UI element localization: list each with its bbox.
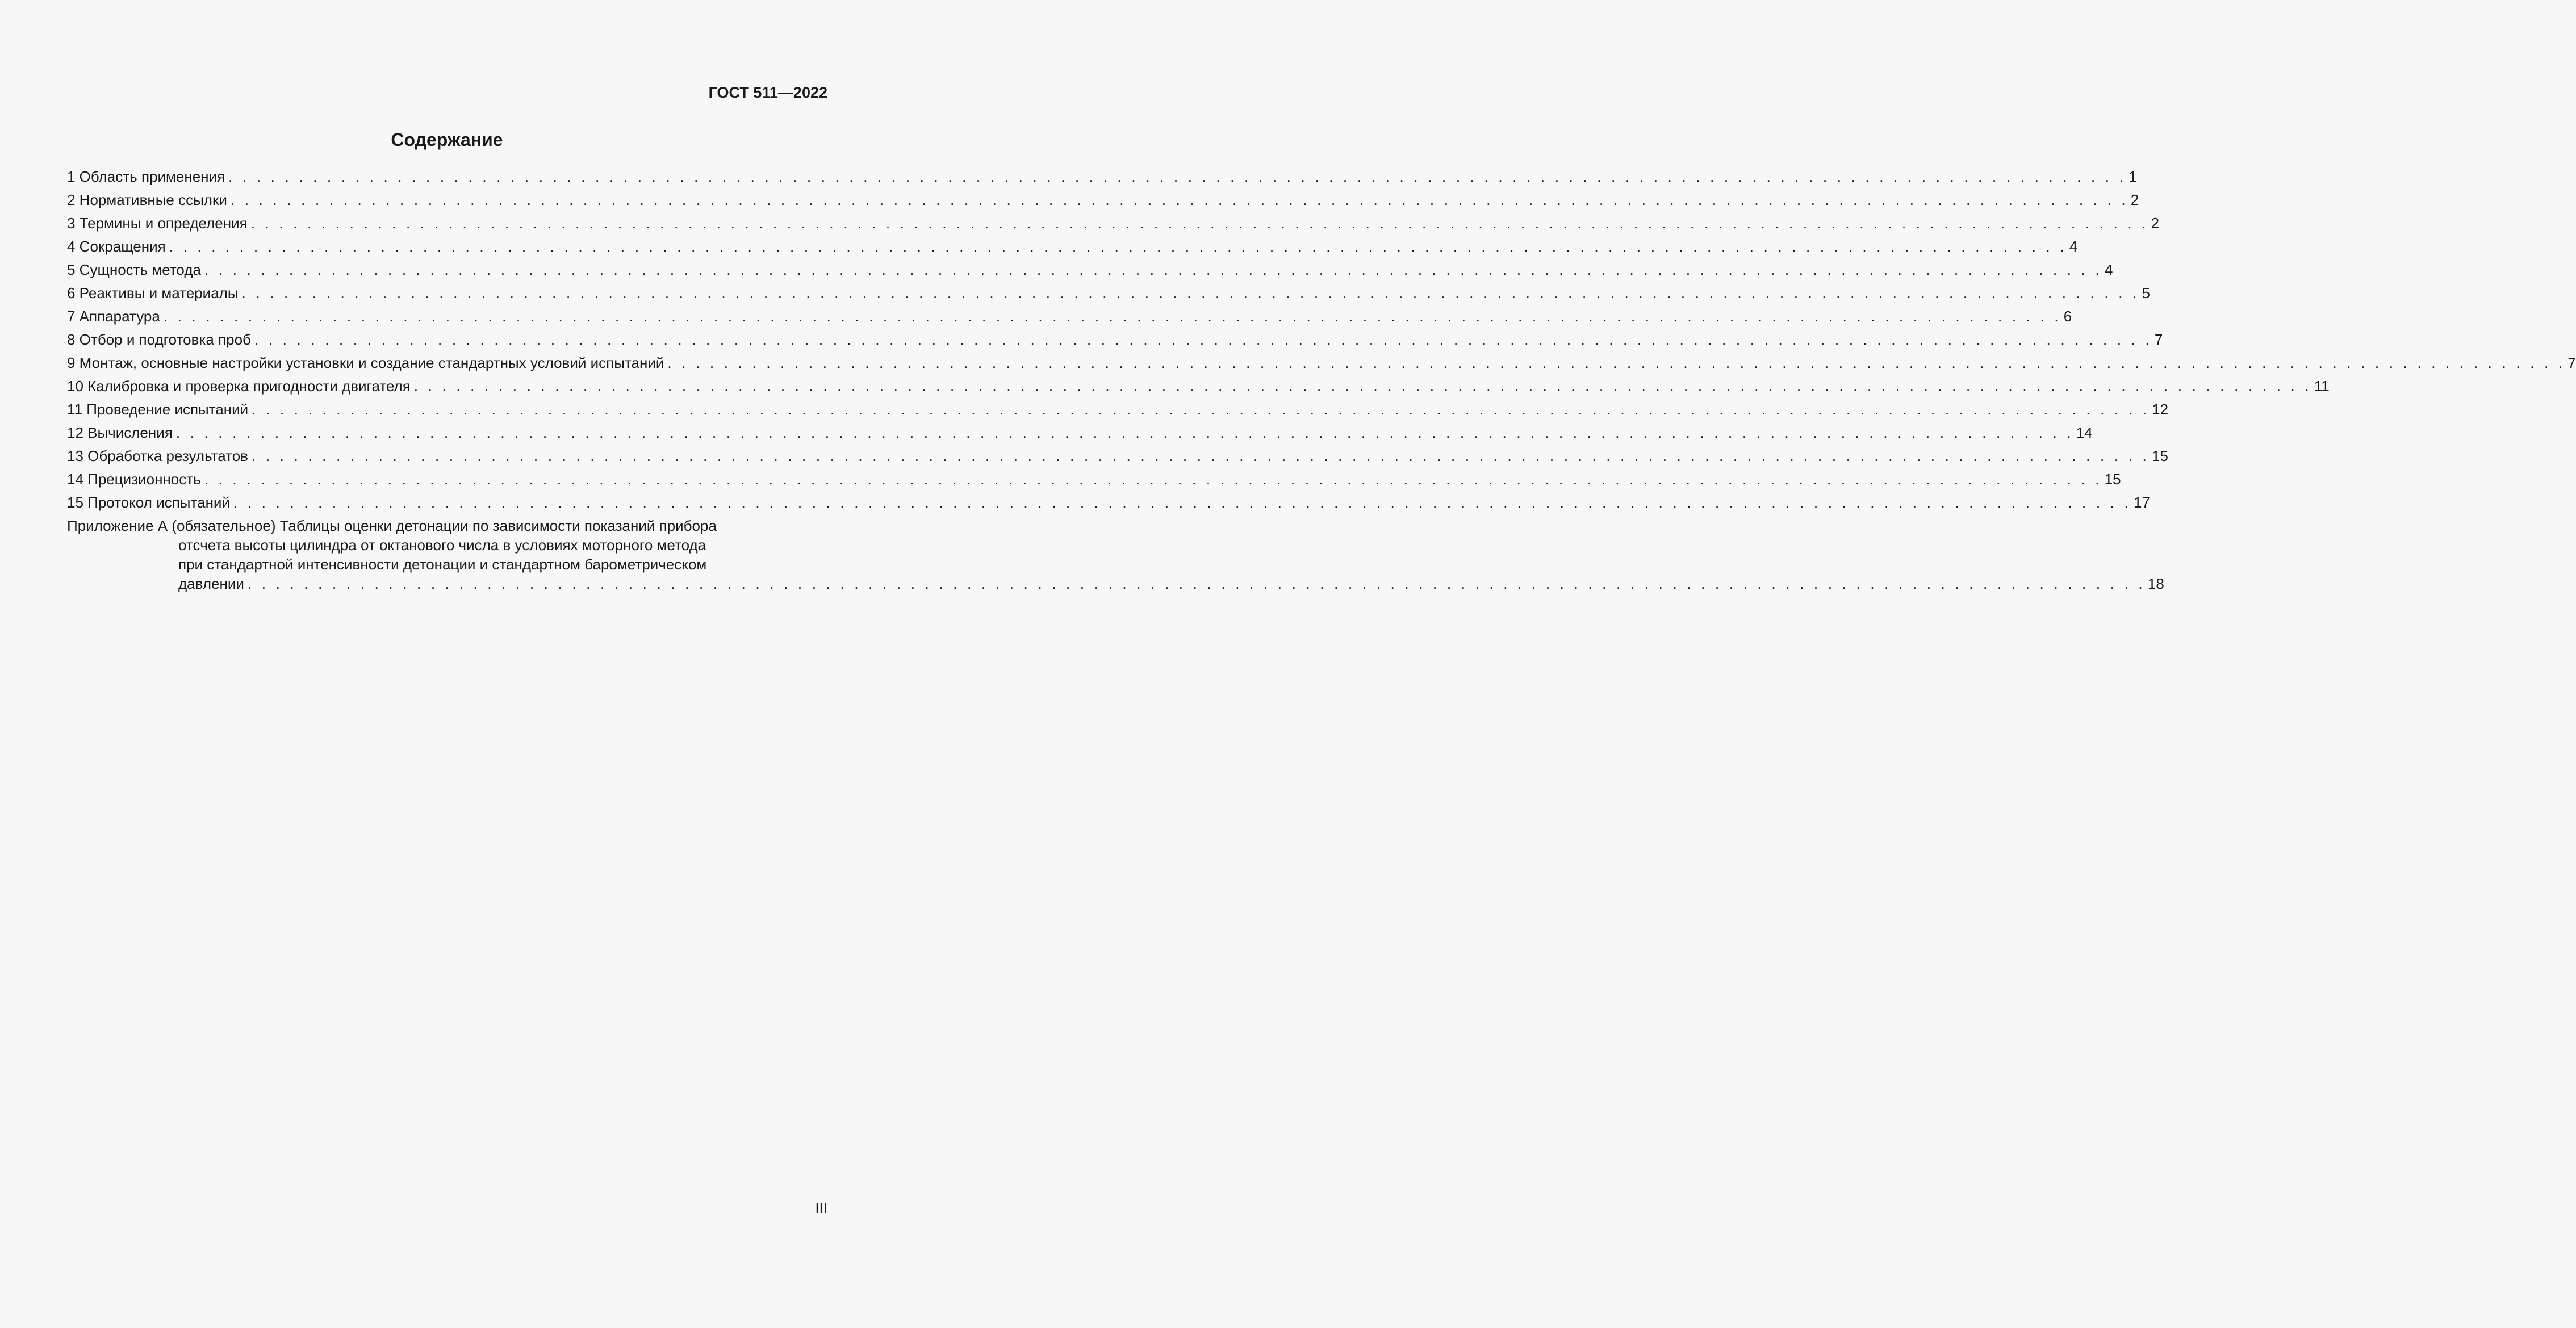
toc-item[interactable] [67,165,2137,188]
toc-item-page: 2 [2151,215,2160,232]
document-code: ГОСТ 511—2022 [708,84,827,101]
leader-dots: . . . . . . . . . . . . . . . . . . . . . . . . . . . . . . . . . . . . . . . . . . . . . . . . . . . . . . . . . . . . . . . . . . . . . . . . . . . . . . . . . . . . . . . . . . . . . . . . . . . . . . . . . . . . . . . . . . . . . . . . . . . . . . . . . . . . . . . [413,378,2312,395]
page-title: Содержание [391,129,503,150]
toc-item-page: 6 [2063,308,2072,325]
toc-item[interactable] [67,328,2163,351]
toc-item[interactable] [67,282,2150,305]
leader-dots: . . . . . . . . . . . . . . . . . . . . . . . . . . . . . . . . . . . . . . . . . . . . . . . . . . . . . . . . . . . . . . . . . . . . . . . . . . . . . . . . . . . . . . . . . . . . . . . . . . . . . . . . . . . . . . . . . . . . . . . . . . . . . . . . . . . . . . . [204,261,2102,278]
leader-dots: . . . . . . . . . . . . . . . . . . . . . . . . . . . . . . . . . . . . . . . . . . . . . . . . . . . . . . . . . . . . . . . . . . . . . . . . . . . . . . . . . . . . . . . . . . . . . . . . . . . . . . . . . . . . . . . . . . . . . . . . . . . . . . . . . . . . . . . [667,354,2566,371]
toc-item[interactable] [67,375,2330,398]
leader-dots: . . . . . . . . . . . . . . . . . . . . . . . . . . . . . . . . . . . . . . . . . . . . . . . . . . . . . . . . . . . . . . . . . . . . . . . . . . . . . . . . . . . . . . . . . . . . . . . . . . . . . . . . . . . . . . . . . . . . . . . . . . . . . . . . . . . . . . . [230,191,2128,208]
toc-item[interactable] [67,445,2168,468]
leader-dots: . . . . . . . . . . . . . . . . . . . . . . . . . . . . . . . . . . . . . . . . . . . . . . . . . . . . . . . . . . . . . . . . . . . . . . . . . . . . . . . . . . . . . . . . . . . . . . . . . . . . . . . . . . . . . . . . . . . . . . . . . . . . . . . . . . . . . . . [251,447,2150,464]
toc-item-page: 15 [2151,447,2168,464]
toc-item-page: 1 [2128,168,2137,185]
toc-item-label: 7 Аппаратура [67,308,160,325]
appendix-line-2: отсчета высоты цилиндра от октанового числа в условиях моторного метода [178,537,706,554]
toc-item-label: 3 Термины и определения [67,215,248,232]
toc-item[interactable] [67,351,2576,375]
toc-item[interactable] [67,212,2160,235]
toc-item[interactable] [67,491,2150,514]
toc-item-label: 5 Сущность метода [67,261,201,278]
toc-item-page: 2 [2130,191,2139,208]
toc-item-label: 13 Обработка результатов [67,447,248,464]
toc-item-page: 7 [2154,331,2163,348]
toc-item[interactable] [67,421,2093,445]
leader-dots: . . . . . . . . . . . . . . . . . . . . . . . . . . . . . . . . . . . . . . . . . . . . . . . . . . . . . . . . . . . . . . . . . . . . . . . . . . . . . . . . . . . . . . . . . . . . . . . . . . . . . . . . . . . . . . . . . . . . . . . . . . . . . . . . . . . . . . . [228,168,2127,185]
leader-dots: . . . . . . . . . . . . . . . . . . . . . . . . . . . . . . . . . . . . . . . . . . . . . . . . . . . . . . . . . . . . . . . . . . . . . . . . . . . . . . . . . . . . . . . . . . . . . . . . . . . . . . . . . . . . . . . . . . . . . . . . . . . . . . . . . . . . . . . [175,424,2074,441]
toc-item-page: 12 [2152,401,2169,418]
leader-dots: . . . . . . . . . . . . . . . . . . . . . . . . . . . . . . . . . . . . . . . . . . . . . . . . . . . . . . . . . . . . . . . . . . . . . . . . . . . . . . . . . . . . . . . . . . . . . . . . . . . . . . . . . . . . . . . . . . . . . . . . . . . . . . . . . . . . . . . [252,401,2150,418]
toc-item-page: 4 [2069,238,2078,255]
toc-item-page: 15 [2104,471,2121,488]
toc-item-label: 14 Прецизионность [67,471,201,488]
toc-item[interactable] [67,398,2169,421]
toc-item-label: 4 Сокращения [67,238,166,255]
toc-item-page: 7 [2567,354,2576,371]
appendix-line-1: Приложение А (обязательное) Таблицы оценки детонации по зависимости показаний прибора [67,517,717,534]
toc-item-page: 18 [2147,575,2164,592]
leader-dots: . . . . . . . . . . . . . . . . . . . . . . . . . . . . . . . . . . . . . . . . . . . . . . . . . . . . . . . . . . . . . . . . . . . . . . . . . . . . . . . . . . . . . . . . . . . . . . . . . . . . . . . . . . . . . . . . . . . . . . . . . . . . . . . . . . . . . . . [169,238,2067,255]
leader-dots: . . . . . . . . . . . . . . . . . . . . . . . . . . . . . . . . . . . . . . . . . . . . . . . . . . . . . . . . . . . . . . . . . . . . . . . . . . . . . . . . . . . . . . . . . . . . . . . . . . . . . . . . . . . . . . . . . . . . . . . . . . . . . . . . . . . . . . . [233,494,2131,511]
leader-dots: . . . . . . . . . . . . . . . . . . . . . . . . . . . . . . . . . . . . . . . . . . . . . . . . . . . . . . . . . . . . . . . . . . . . . . . . . . . . . . . . . . . . . . . . . . . . . . . . . . . . . . . . . . . . . . . . . . . . . . . . . . . . . . . . . . . . . . . [254,331,2152,348]
toc-item-page: 5 [2142,284,2150,301]
toc-item-label: 2 Нормативные ссылки [67,191,227,208]
toc-item-page: 11 [2314,378,2330,395]
toc-item-page: 14 [2076,424,2093,441]
toc-item[interactable] [67,258,2113,282]
toc-item-label: 11 Проведение испытаний [67,401,249,418]
appendix-line-3: при стандартной интенсивности детонации и стандартном барометрическом [178,556,707,573]
appendix-line-4: давлении [178,575,244,592]
leader-dots: . . . . . . . . . . . . . . . . . . . . . . . . . . . . . . . . . . . . . . . . . . . . . . . . . . . . . . . . . . . . . . . . . . . . . . . . . . . . . . . . . . . . . . . . . . . . . . . . . . . . . . . . . . . . . . . . . . . . . . . . . . . . . . . . . . . . . . . [247,575,2146,592]
toc-item-label: 10 Калибровка и проверка пригодности двигателя [67,378,411,395]
leader-dots: . . . . . . . . . . . . . . . . . . . . . . . . . . . . . . . . . . . . . . . . . . . . . . . . . . . . . . . . . . . . . . . . . . . . . . . . . . . . . . . . . . . . . . . . . . . . . . . . . . . . . . . . . . . . . . . . . . . . . . . . . . . . . . . . . . . . . . . [204,471,2102,488]
table-of-contents [67,165,2576,593]
leader-dots: . . . . . . . . . . . . . . . . . . . . . . . . . . . . . . . . . . . . . . . . . . . . . . . . . . . . . . . . . . . . . . . . . . . . . . . . . . . . . . . . . . . . . . . . . . . . . . . . . . . . . . . . . . . . . . . . . . . . . . . . . . . . . . . . . . . . . . . [163,308,2061,325]
toc-item-label: 9 Монтаж, основные настройки установки и создание стандартных условий испытаний [67,354,664,371]
leader-dots: . . . . . . . . . . . . . . . . . . . . . . . . . . . . . . . . . . . . . . . . . . . . . . . . . . . . . . . . . . . . . . . . . . . . . . . . . . . . . . . . . . . . . . . . . . . . . . . . . . . . . . . . . . . . . . . . . . . . . . . . . . . . . . . . . . . . . . . [241,284,2140,301]
toc-item[interactable] [67,468,2121,491]
toc-item[interactable] [67,188,2139,212]
leader-dots: . . . . . . . . . . . . . . . . . . . . . . . . . . . . . . . . . . . . . . . . . . . . . . . . . . . . . . . . . . . . . . . . . . . . . . . . . . . . . . . . . . . . . . . . . . . . . . . . . . . . . . . . . . . . . . . . . . . . . . . . . . . . . . . . . . . . . . . [250,215,2149,232]
page-number: III [815,1199,827,1216]
toc-item-label: 6 Реактивы и материалы [67,284,239,301]
toc-item-appendix-a[interactable] [67,516,2164,593]
toc-item-label: 8 Отбор и подготовка проб [67,331,251,348]
toc-item-label: 12 Вычисления [67,424,173,441]
toc-item[interactable] [67,305,2072,328]
toc-item-page: 4 [2104,261,2113,278]
toc-item[interactable] [67,235,2078,258]
toc-item-label: 1 Область применения [67,168,225,185]
toc-item-label: 15 Протокол испытаний [67,494,230,511]
toc-item-page: 17 [2133,494,2150,511]
